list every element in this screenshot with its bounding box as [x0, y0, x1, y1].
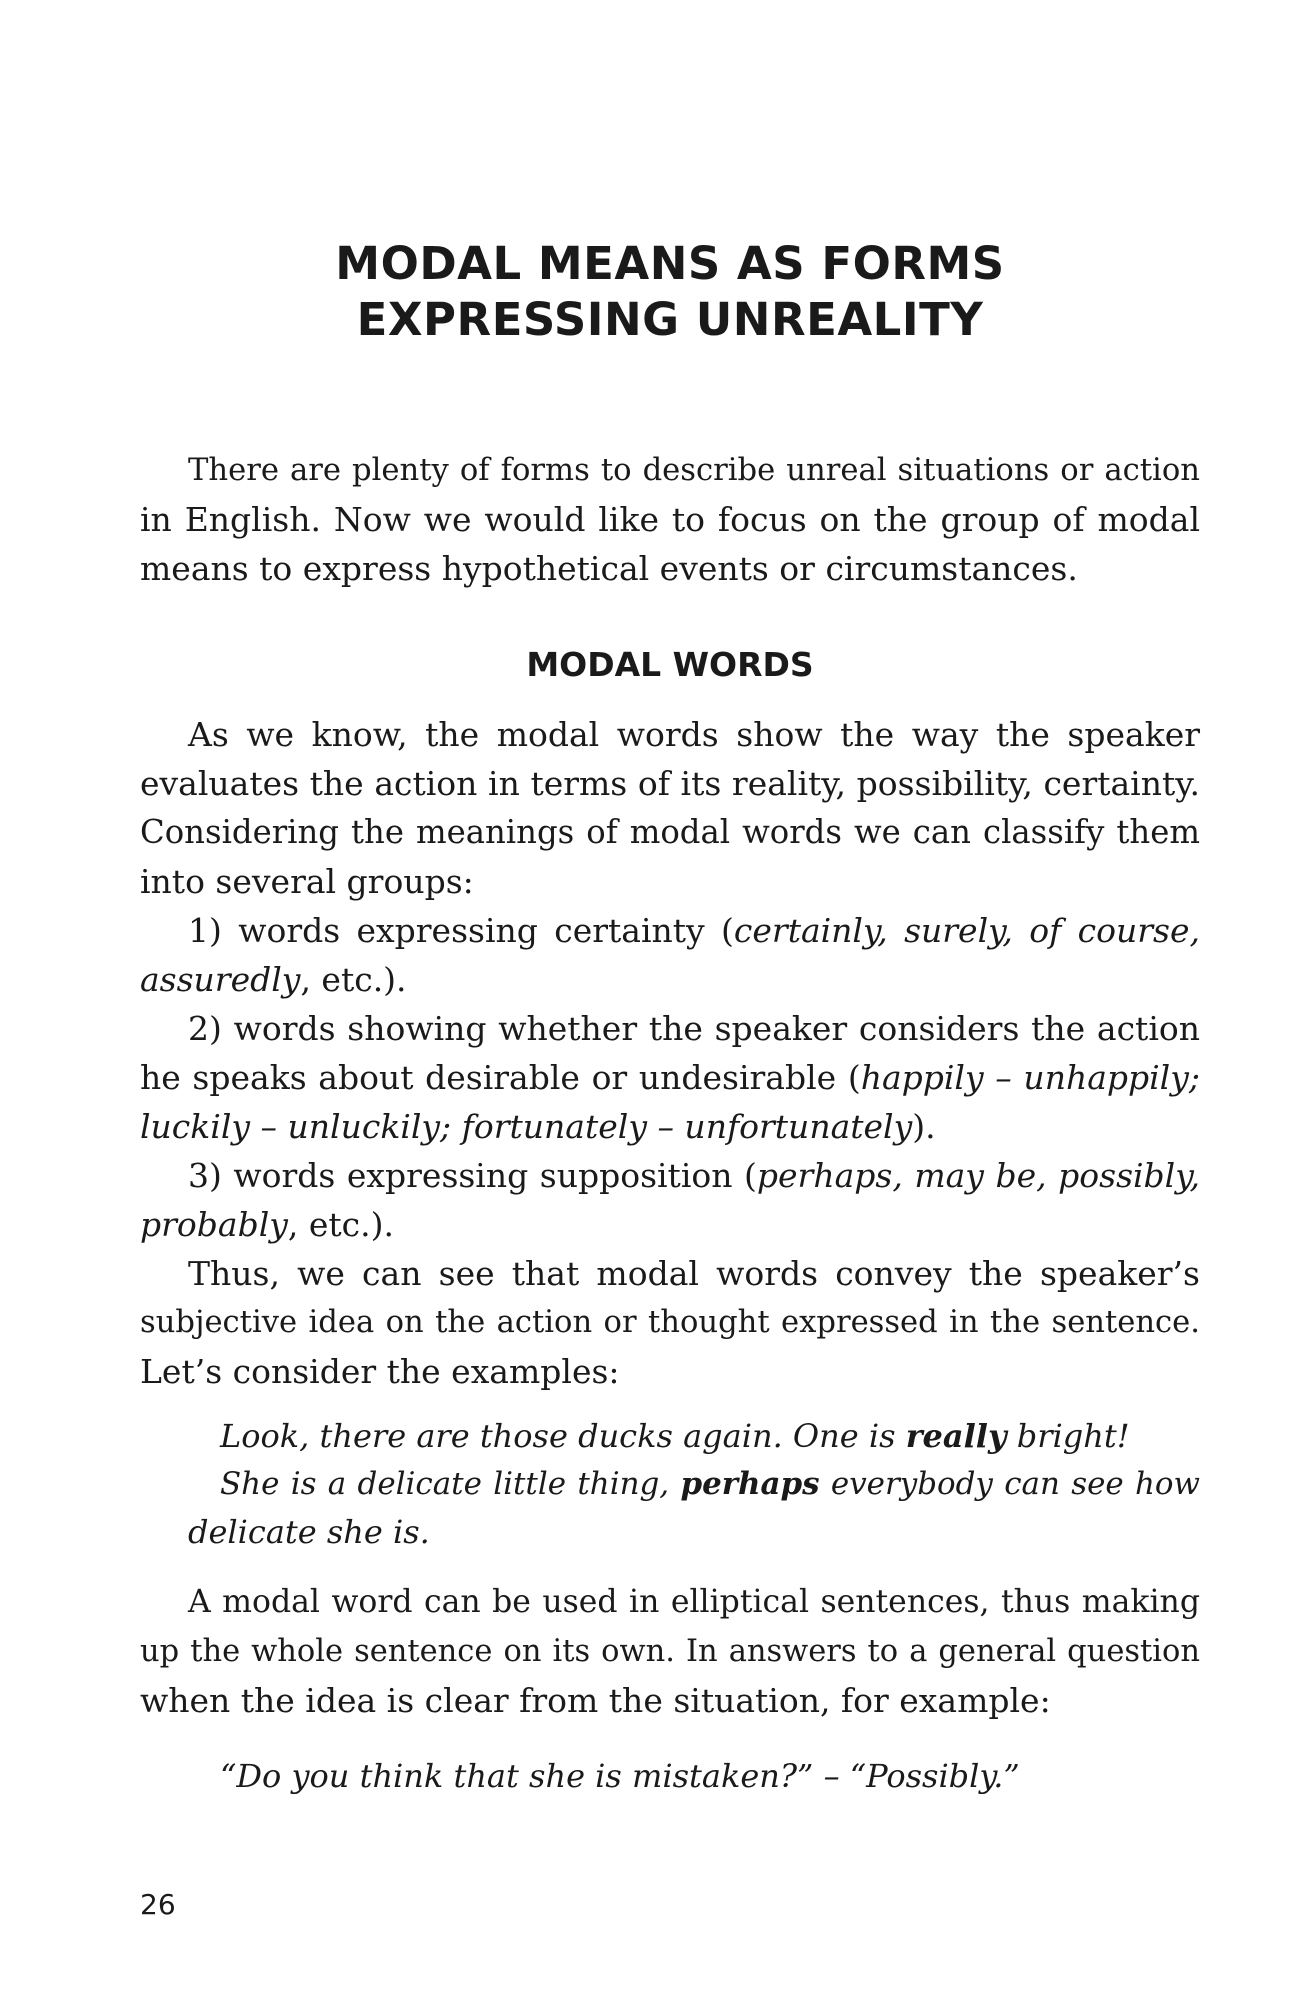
- list-item-2: 2) words showing whether the speaker considers the action: [188, 1009, 1200, 1048]
- paragraph-line: up the whole sentence on its own. In answers to a general question: [140, 1634, 1200, 1669]
- item-text: ).: [912, 1107, 936, 1146]
- item-examples: perhaps, may be, possibly,: [756, 1156, 1200, 1195]
- example-sentence-2-cont: delicate she is.: [188, 1513, 430, 1551]
- page-number: 26: [140, 1888, 176, 1921]
- section-title: MODAL WORDS: [526, 645, 814, 684]
- item-text: 3) words expressing supposition (: [188, 1156, 757, 1195]
- example-sentence-2: [188, 1460, 1200, 1508]
- intro-paragraph: [140, 446, 1200, 593]
- intro-line: There are plenty of forms to describe unreal situations or action: [188, 453, 1200, 488]
- item-text: , etc.).: [287, 1205, 394, 1244]
- example-text: She is a delicate little thing,: [220, 1466, 681, 1502]
- example-sentence-1: [188, 1412, 1200, 1460]
- intro-line: means to express hypothetical events or circumstances.: [140, 549, 1078, 588]
- list-item-2-cont: [140, 1053, 1200, 1102]
- list-item-1: [140, 906, 1200, 955]
- example-text: everybody can see how: [819, 1466, 1200, 1502]
- list-item-2-cont: [140, 1102, 1200, 1151]
- item-text: 1) words expressing certainty (: [188, 911, 734, 950]
- paragraph-line: Thus, we can see that modal words convey the speaker’s: [188, 1254, 1200, 1293]
- modal-word-highlight: really: [905, 1417, 1007, 1455]
- paragraph-line: A modal word can be used in elliptical sentences, thus making: [188, 1584, 1200, 1620]
- paragraph-line: evaluates the action in terms of its reality, possibility, certainty.: [140, 764, 1200, 803]
- example-dialogue: [188, 1752, 1200, 1800]
- example-text: bright!: [1006, 1417, 1130, 1455]
- paragraph-line: Let’s consider the examples:: [140, 1352, 620, 1391]
- title-line-2: EXPRESSING UNREALITY: [356, 293, 984, 346]
- item-text: , etc.).: [300, 960, 407, 999]
- item-examples: luckily – unluckily; fortunately – unfortunately: [140, 1107, 913, 1146]
- item-examples: assuredly: [140, 960, 301, 999]
- paragraph-line: Considering the meanings of modal words we can classify them: [140, 813, 1200, 851]
- item-examples: certainly, surely, of course,: [733, 911, 1200, 950]
- modal-words-body: [140, 710, 1200, 1396]
- item-examples: probably: [140, 1205, 288, 1244]
- paragraph-line: when the idea is clear from the situation, for example:: [140, 1681, 1051, 1720]
- intro-line: in English. Now we would like to focus on the group of modal: [140, 500, 1200, 539]
- paragraph-line: into several groups:: [140, 862, 474, 901]
- list-item-1-cont: [140, 955, 1200, 1004]
- item-examples: happily – unhappily;: [860, 1058, 1200, 1097]
- title-line-1: MODAL MEANS AS FORMS: [335, 237, 1005, 290]
- paragraph-line: subjective idea on the action or thought expressed in the sentence.: [140, 1305, 1200, 1340]
- modal-word-highlight: perhaps: [680, 1466, 820, 1502]
- examples-block: [188, 1412, 1200, 1556]
- list-item-3-cont: [140, 1200, 1200, 1249]
- example-sentence-3: “Do you think that she is mistaken?” – “Possibly.”: [220, 1757, 1020, 1795]
- list-item-3: [140, 1151, 1200, 1200]
- example-text: Look, there are those ducks again. One is: [220, 1417, 906, 1455]
- paragraph-line: As we know, the modal words show the way the speaker: [188, 715, 1200, 754]
- elliptical-paragraph: [140, 1578, 1200, 1725]
- page-title: [140, 236, 1200, 348]
- item-text: he speaks about desirable or undesirable (: [140, 1058, 861, 1097]
